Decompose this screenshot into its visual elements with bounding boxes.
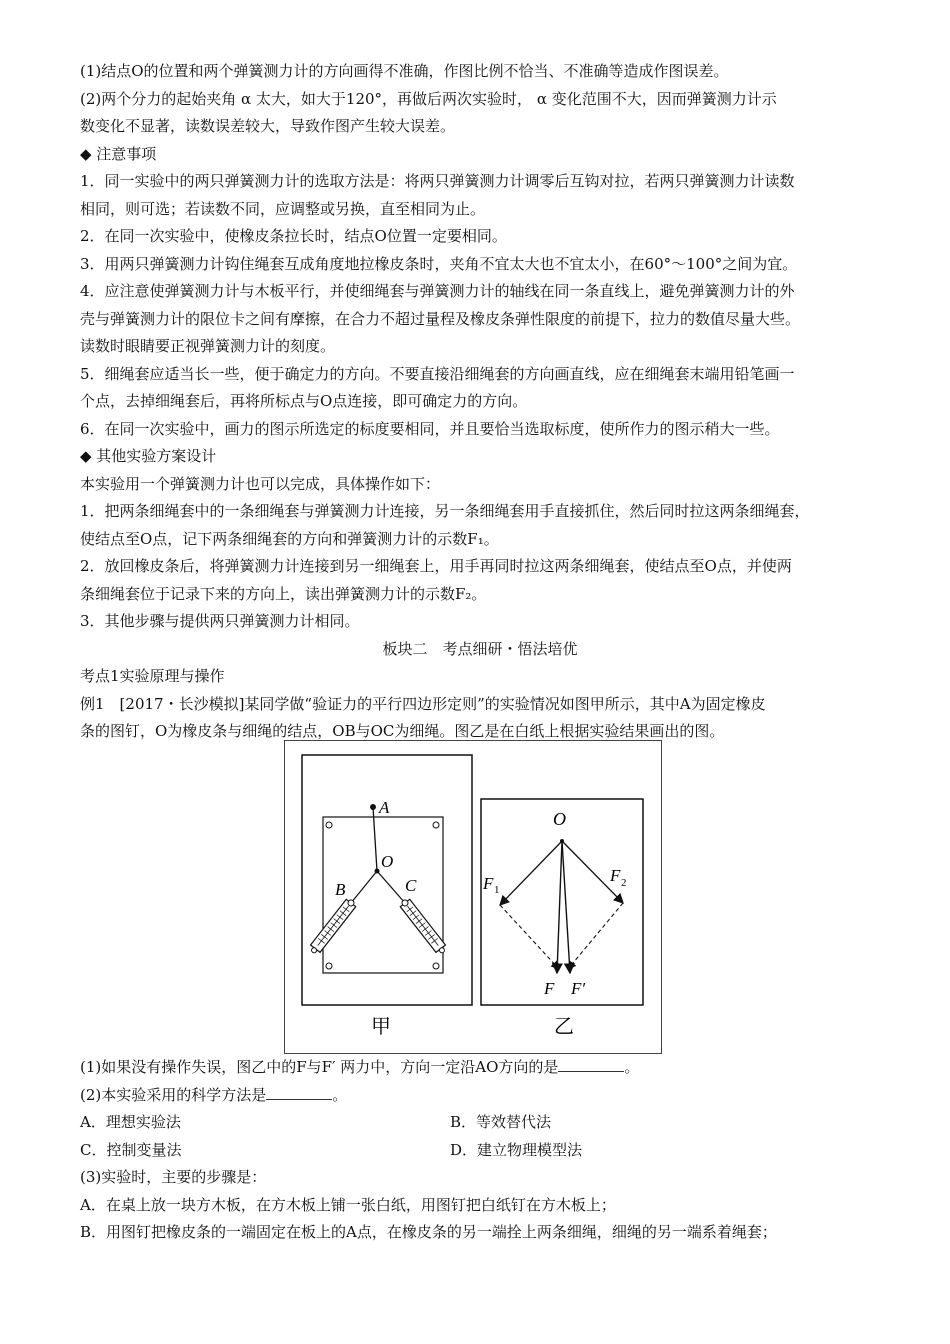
question-3: (3)实验时，主要的步骤是： (80, 1168, 267, 1186)
label-F1-sub: 1 (494, 884, 500, 896)
other-3: 3．其他步骤与提供两只弹簧测力计相同。 (80, 612, 360, 630)
note-5-line2: 个点，去掉细绳套后，再将所标点与O点连接，即可确定力的方向。 (80, 392, 528, 410)
label-A: A (379, 798, 390, 817)
label-O-jia: O (381, 852, 394, 871)
answer-blank-1[interactable] (558, 1057, 624, 1072)
note-3: 3．用两只弹簧测力计钩住绳套互成角度地拉橡皮条时，夹角不宜太大也不宜太小，在60°～100°之间为宜。 (80, 254, 798, 273)
section-title: 板块二 考点细研・悟法培优 (382, 639, 578, 658)
label-C: C (405, 876, 417, 895)
error-2-line2: 数变化不显著，读数误差较大，导致作图产生较大误差。 (80, 117, 456, 135)
step-B: B．用图钉把橡皮条的一端固定在板上的A点，在橡皮条的另一端拴上两条细绳，细绳的另一端系着绳套； (80, 1223, 777, 1241)
question-1-text: (1)如果没有操作失误，图乙中的F与F′ 两力中，方向一定沿AO方向的是 (80, 1058, 559, 1076)
options-row-2 (80, 1137, 880, 1165)
question-1 (80, 1054, 880, 1082)
option-A: A．理想实验法 (80, 1113, 181, 1131)
other-intro: 本实验用一个弹簧测力计也可以完成，具体操作如下： (80, 474, 441, 493)
question-2-text: (2)本实验采用的科学方法是 (80, 1085, 267, 1104)
note-5-line1: 5．细绳套应适当长一些，便于确定力的方向。不要直接沿细绳套的方向画直线，应在细绳套末端用铅笔画一 (80, 364, 795, 383)
other-1-line2: 使结点至O点，记下两条细绳套的方向和弹簧测力计的示数F₁。 (80, 529, 499, 548)
figure-svg (285, 741, 661, 1053)
label-yi: 乙 (554, 1014, 574, 1038)
document-page (80, 58, 880, 746)
label-F: F (544, 979, 555, 998)
option-C: C．控制变量法 (80, 1140, 182, 1159)
question-1-end: 。 (624, 1058, 640, 1076)
label-Fprime: F′ (571, 979, 586, 998)
label-B: B (335, 880, 346, 899)
other-2-line1: 2．放回橡皮条后，将弹簧测力计连接到另一细绳套上，用手再同时拉这两条细绳套，使结点至O点，并使两 (80, 557, 792, 575)
options-row-1 (80, 1109, 880, 1137)
note-1-line2: 相同，则可选；若读数不同，应调整或另换，直至相同为止。 (80, 199, 486, 218)
error-2-line1: (2)两个分力的起始夹角 α 太大，如大于120°，再做后两次实验时， α 变化范围不大，因而弹簧测力计示 (80, 89, 777, 108)
label-F2-sub: 2 (621, 877, 627, 889)
example-line1: 例1 [2017・长沙模拟]某同学做“验证力的平行四边形定则”的实验情况如图甲所示，其中A为固定橡皮 (80, 694, 766, 713)
kaodian-title: 考点1实验原理与操作 (80, 667, 225, 685)
board-jia (302, 755, 472, 1005)
questions (80, 1054, 880, 1247)
heading-other-design: ◆ 其他实验方案设计 (80, 447, 217, 465)
label-F1: F (483, 874, 494, 893)
option-B: B．等效替代法 (450, 1113, 552, 1131)
option-D: D．建立物理模型法 (450, 1140, 583, 1159)
error-1: (1)结点O的位置和两个弹簧测力计的方向画得不准确，作图比例不恰当、不准确等造成作图误差。 (80, 62, 729, 80)
heading-notes: ◆ 注意事项 (80, 144, 157, 163)
note-2: 2．在同一次实验中，使橡皮条拉长时，结点O位置一定要相同。 (80, 227, 507, 245)
example-line2: 条的图钉，O为橡皮条与细绳的结点，OB与OC为细绳。图乙是在白纸上根据实验结果画出的图。 (80, 722, 725, 740)
label-F2: F (610, 866, 621, 885)
step-A: A．在桌上放一块方木板，在方木板上铺一张白纸，用图钉把白纸钉在方木板上； (80, 1195, 616, 1214)
label-jia: 甲 (371, 1014, 391, 1038)
note-4-line2: 壳与弹簧测力计的限位卡之间有摩擦，在合力不超过量程及橡皮条弹性限度的前提下，拉力的数值尽量大些。 (80, 309, 801, 328)
question-2 (80, 1082, 880, 1110)
answer-blank-2[interactable] (266, 1085, 332, 1100)
board-yi (481, 799, 643, 1005)
question-2-end: 。 (332, 1085, 348, 1104)
other-2-line2: 条细绳套位于记录下来的方向上，读出弹簧测力计的示数F₂。 (80, 584, 487, 603)
label-O-yi: O (553, 809, 566, 829)
other-1-line1: 1．把两条细绳套中的一条细绳套与弹簧测力计连接，另一条细绳套用手直接抓住，然后同时拉这两条细绳套， (80, 502, 810, 520)
note-1-line1: 1．同一实验中的两只弹簧测力计的选取方法是：将两只弹簧测力计调零后互钩对拉，若两只弹簧测力计读数 (80, 172, 795, 190)
note-6: 6．在同一次实验中，画力的图示所选定的标度要相同，并且要恰当选取标度，使所作力的图示稍大一些。 (80, 419, 780, 438)
note-4-line3: 读数时眼睛要正视弹簧测力计的刻度。 (80, 337, 336, 355)
experiment-figure (284, 740, 662, 1054)
note-4-line1: 4．应注意使弹簧测力计与木板平行，并使细绳套与弹簧测力计的轴线在同一条直线上，避免弹簧测力计的外 (80, 282, 795, 300)
